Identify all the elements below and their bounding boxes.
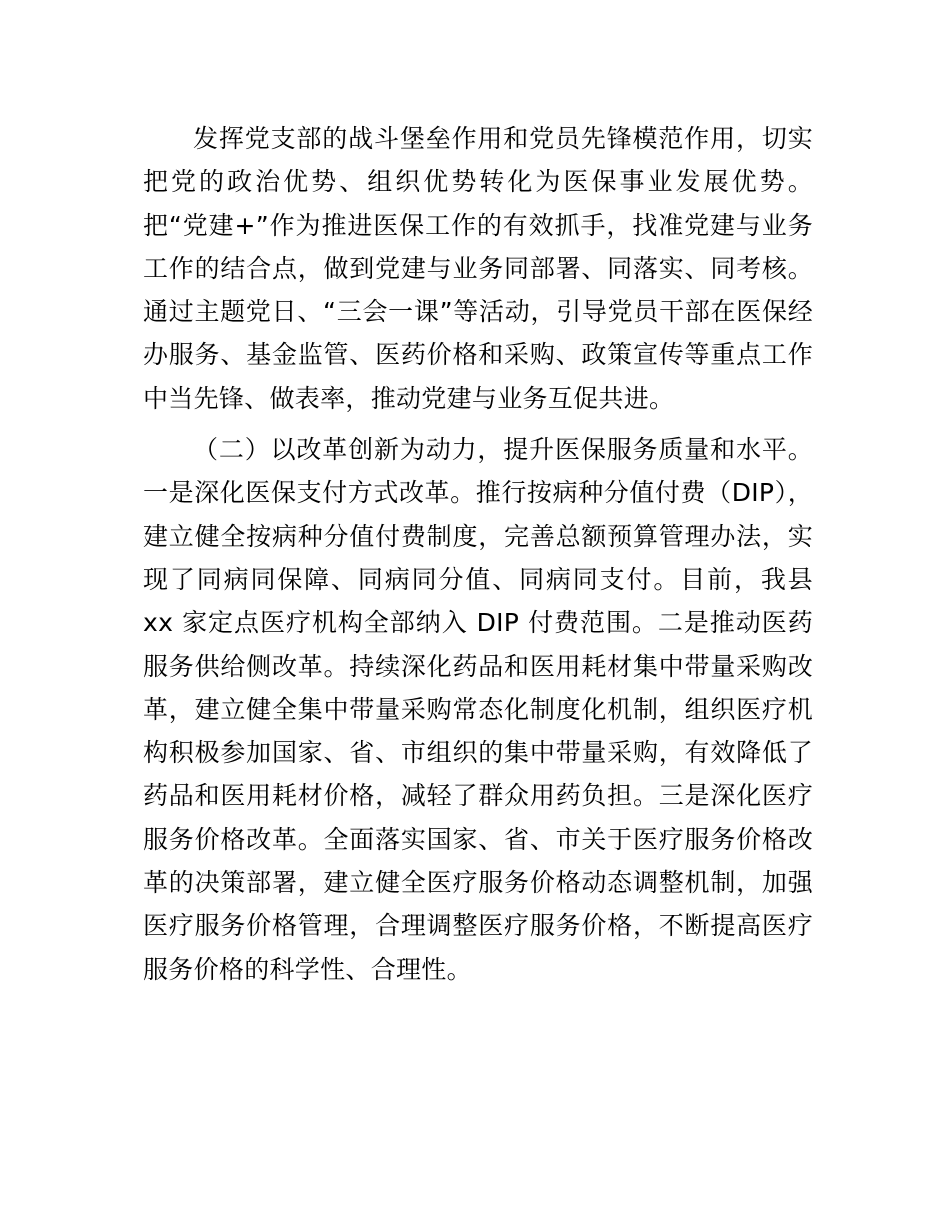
paragraph-reform-innovation: （二）以改革创新为动力，提升医保服务质量和水平。一是深化医保支付方式改革。推行按病种分值付费（DIP），建立健全按病种分值付费制度，完善总额预算管理办法，实现了同病同保障、同病同分值、同病同支付。目前，我县 xx 家定点医疗机构全部纳入 DIP 付费范围。二是推动医药服务供给侧改革。持续深化药品和医用耗材集中带量采购改革，建立健全集中带量采购常态化制度化机制，组织医疗机构积极参加国家、省、市组织的集中带量采购，有效降低了药品和医用耗材价格，减轻了群众用药负担。三是深化医疗服务价格改革。全面落实国家、省、市关于医疗服务价格改革的决策部署，建立健全医疗服务价格动态调整机制，加强医疗服务价格管理，合理调整医疗服务价格，不断提高医疗服务价格的科学性、合理性。 <box>143 435 813 984</box>
paragraph-party-building: 发挥党支部的战斗堡垒作用和党员先锋模范作用，切实把党的政治优势、组织优势转化为医保事业发展优势。把“党建+”作为推进医保工作的有效抓手，找准党建与业务工作的结合点，做到党建与业务同部署、同落实、同考核。通过主题党日、“三会一课”等活动，引导党员干部在医保经办服务、基金监管、医药价格和采购、政策宣传等重点工作中当先锋、做表率，推动党建与业务互促共进。 <box>143 124 813 413</box>
body-text <box>143 117 813 991</box>
